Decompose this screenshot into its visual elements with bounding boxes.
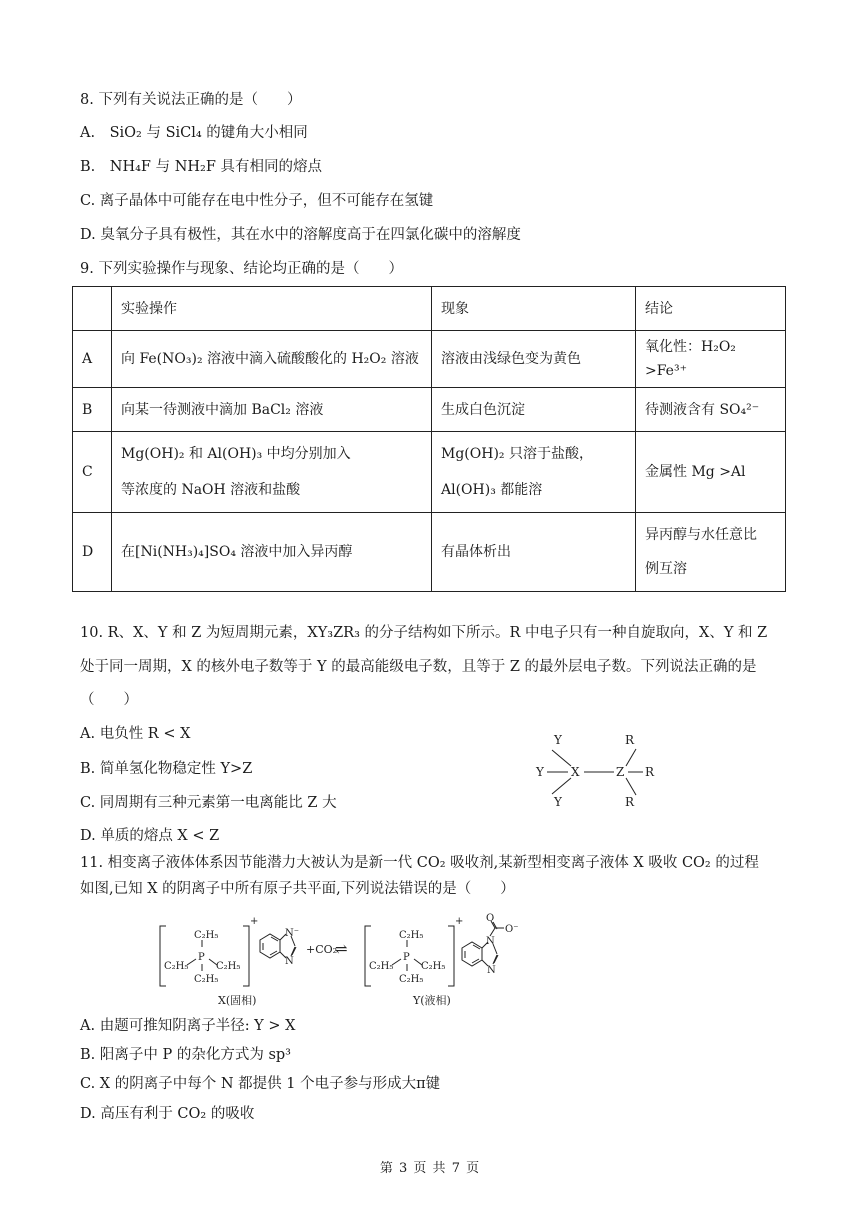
nitrogen-label: N: [486, 936, 495, 947]
phosphorus-label: P: [403, 952, 410, 963]
ethyl-label: C₂H₅: [399, 974, 424, 985]
row-conclusion-line1: 异丙醇与水任意比: [645, 527, 757, 543]
co2-reactant: +CO₂: [306, 943, 338, 956]
table-header-row: [73, 287, 786, 331]
q8-stem: 8. 下列有关说法正确的是（ ）: [80, 92, 302, 108]
nitrogen-label: N: [487, 965, 496, 976]
nitrogen-label: N: [285, 956, 294, 967]
row-phenomenon: 溶液由浅绿色变为黄色: [432, 331, 636, 388]
row-label: C: [73, 432, 112, 513]
table-row: [73, 331, 786, 388]
page-footer: 第 3 页 共 7 页: [379, 1161, 481, 1176]
row-operation-line2: 等浓度的 NaOH 溶液和盐酸: [121, 482, 301, 498]
row-phenomenon: 有晶体析出: [432, 513, 636, 592]
ethyl-label: C₂H₅: [399, 930, 424, 941]
label-y-liquid: Y(液相): [413, 994, 451, 1007]
row-operation: 向 Fe(NO₃)₂ 溶液中滴入硫酸酸化的 H₂O₂ 溶液: [112, 331, 432, 388]
q8-option-c: C. 离子晶体中可能存在电中性分子，但不可能存在氢键: [80, 193, 434, 209]
q10-stem-line1: 10. R、X、Y 和 Z 为短周期元素，XY₃ZR₃ 的分子结构如下所示。R 中电子只有一种自旋取向，X、Y 和 Z: [80, 625, 768, 641]
ethyl-label: C₂H₅: [194, 974, 219, 985]
q11-option-b: B. 阳离子中 P 的杂化方式为 sp³: [80, 1047, 291, 1063]
row-conclusion: 待测液含有 SO₄²⁻: [636, 388, 786, 432]
row-phenomenon-line2: Al(OH)₃ 都能溶: [441, 482, 543, 498]
ethyl-label: C₂H₅: [216, 961, 241, 972]
row-operation: 在[Ni(NH₃)₄]SO₄ 溶液中加入异丙醇: [112, 513, 432, 592]
table-row: [73, 432, 786, 513]
cation-charge: +: [250, 916, 259, 927]
table-header-conclusion: 结论: [636, 287, 786, 331]
table-row: [73, 513, 786, 592]
row-conclusion: [636, 513, 786, 592]
row-phenomenon-line1: Mg(OH)₂ 只溶于盐酸，: [441, 446, 593, 462]
table-header-blank: [73, 287, 112, 331]
row-conclusion-line2: 例互溶: [645, 561, 687, 577]
ethyl-label: C₂H₅: [421, 961, 446, 972]
table-header-phenomenon: 现象: [432, 287, 636, 331]
q8-option-d: D. 臭氧分子具有极性，其在水中的溶解度高于在四氯化碳中的溶解度: [80, 227, 521, 243]
atom-x: X: [571, 765, 580, 779]
experiment-table: [72, 286, 786, 592]
atom-r-bottom: R: [625, 795, 635, 806]
q11-option-a: A. 由题可推知阴离子半径: Y > X: [80, 1018, 296, 1034]
row-label: A: [73, 331, 112, 388]
q8-option-b: B. NH₄F 与 NH₂F 具有相同的熔点: [80, 159, 323, 175]
ethyl-label: C₂H₅: [194, 930, 219, 941]
row-operation: [112, 432, 432, 513]
equilibrium-arrow: ⇌: [335, 940, 348, 958]
q10-option-b: B. 简单氢化物稳定性 Y>Z: [80, 761, 253, 777]
ethyl-label: C₂H₅: [164, 961, 189, 972]
q10-option-a: A. 电负性 R < X: [80, 726, 191, 742]
q11-option-c: C. X 的阴离子中每个 N 都提供 1 个电子参与形成大π键: [80, 1076, 441, 1092]
row-label: D: [73, 513, 112, 592]
atom-y-left: Y: [536, 765, 544, 779]
q11-option-d: D. 高压有利于 CO₂ 的吸收: [80, 1106, 255, 1122]
nitrogen-anion-label: N⁻: [285, 928, 300, 939]
row-operation-line1: Mg(OH)₂ 和 Al(OH)₃ 中均分别加入: [121, 446, 351, 462]
q10-option-c: C. 同周期有三种元素第一电离能比 Z 大: [80, 795, 337, 811]
row-conclusion: 氧化性：H₂O₂ >Fe³⁺: [636, 331, 786, 388]
row-conclusion: 金属性 Mg >Al: [636, 432, 786, 513]
oxygen-label: O: [486, 913, 495, 924]
q10-stem-line3: （ ）: [80, 692, 138, 708]
atom-z: Z: [616, 765, 625, 779]
oxygen-anion-label: O⁻: [505, 924, 519, 935]
q9-stem: 9. 下列实验操作与现象、结论均正确的是（ ）: [80, 261, 403, 277]
q10-option-d: D. 单质的熔点 X < Z: [80, 828, 220, 844]
q11-stem-line1: 11. 相变离子液体体系因节能潜力大被认为是新一代 CO₂ 吸收剂,某新型相变离子液体 X 吸收 CO₂ 的过程: [80, 855, 759, 871]
table-header-operation: 实验操作: [112, 287, 432, 331]
cation-charge: +: [455, 916, 464, 927]
atom-r-top: R: [625, 733, 635, 747]
ethyl-label: C₂H₅: [369, 961, 394, 972]
q10-stem-line2: 处于同一周期，X 的核外电子数等于 Y 的最高能级电子数，且等于 Z 的最外层电子数。下列说法正确的是: [80, 659, 757, 675]
label-x-solid: X(固相): [218, 994, 257, 1007]
row-operation: 向某一待测液中滴加 BaCl₂ 溶液: [112, 388, 432, 432]
table-row: [73, 388, 786, 432]
q11-stem-line2: 如图,已知 X 的阴离子中所有原子共平面,下列说法错误的是（ ）: [80, 881, 515, 897]
row-phenomenon: [432, 432, 636, 513]
row-label: B: [73, 388, 112, 432]
row-phenomenon: 生成白色沉淀: [432, 388, 636, 432]
q8-option-a: A. SiO₂ 与 SiCl₄ 的键角大小相同: [80, 125, 308, 141]
atom-y-bottom: Y: [554, 795, 562, 806]
atom-r-right: R: [645, 765, 655, 779]
xy3zr3-structure-diagram: [530, 730, 660, 806]
atom-y-top: Y: [554, 733, 562, 747]
co2-absorption-scheme: [150, 912, 540, 1012]
phosphorus-label: P: [198, 952, 205, 963]
